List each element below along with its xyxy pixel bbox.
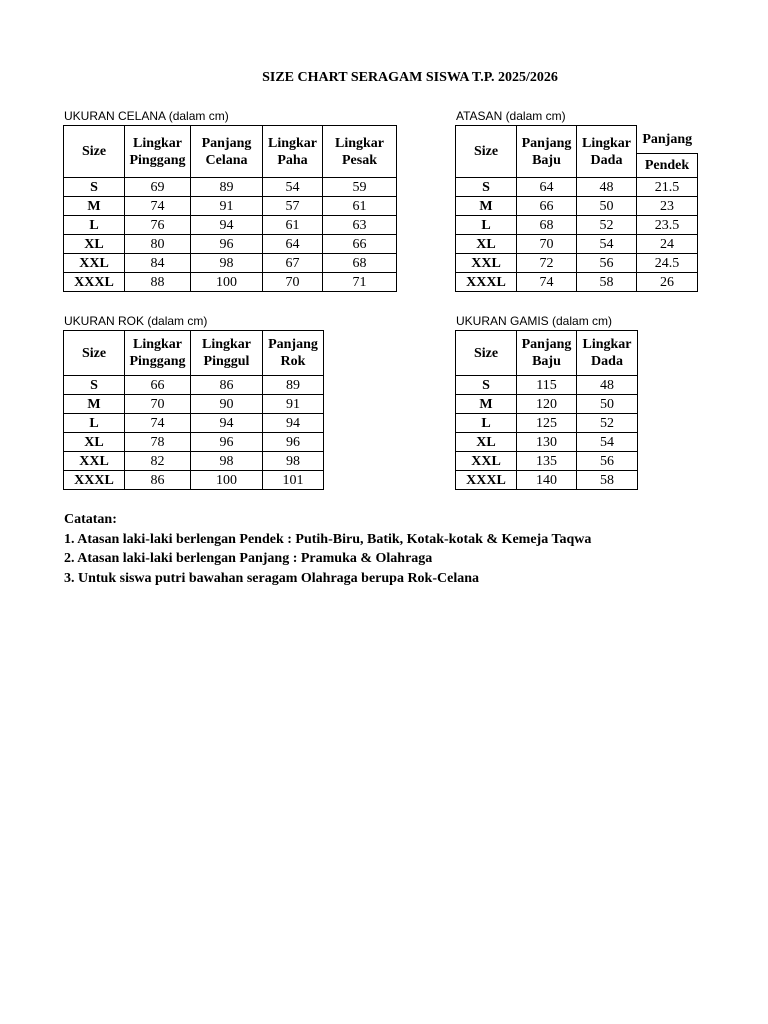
table-cell: 21.5	[637, 178, 698, 197]
column-header: Lingkar Dada	[577, 331, 638, 376]
table-cell: 94	[191, 414, 263, 433]
column-header: Panjang	[637, 126, 698, 154]
size-cell: XXL	[456, 452, 517, 471]
table-cell: 66	[517, 197, 577, 216]
size-cell: M	[456, 395, 517, 414]
column-header: Lingkar Pesak	[323, 126, 397, 178]
table-cell: 100	[191, 273, 263, 292]
table-row	[64, 471, 324, 490]
table-row	[456, 452, 638, 471]
table-cell: 61	[323, 197, 397, 216]
table-cell: 66	[125, 376, 191, 395]
size-cell: XXXL	[64, 471, 125, 490]
table-cell: 89	[191, 178, 263, 197]
table-cell: 71	[323, 273, 397, 292]
table-cell: 63	[323, 216, 397, 235]
size-cell: XXXL	[456, 471, 517, 490]
size-cell: L	[64, 216, 125, 235]
size-cell: XL	[456, 433, 517, 452]
table-cell: 26	[637, 273, 698, 292]
column-header: Lingkar Pinggul	[191, 331, 263, 376]
table-cell: 120	[517, 395, 577, 414]
table-cell: 23	[637, 197, 698, 216]
table-header-row	[64, 126, 397, 178]
column-header: Panjang Rok	[263, 331, 324, 376]
table-row	[64, 197, 397, 216]
table-header-row	[456, 331, 638, 376]
rok-table	[63, 330, 324, 490]
table-cell: 70	[125, 395, 191, 414]
table-cell: 74	[125, 414, 191, 433]
table-cell: 98	[263, 452, 324, 471]
table-cell: 61	[263, 216, 323, 235]
table-row	[64, 216, 397, 235]
table-row	[456, 254, 698, 273]
table-header-row	[456, 126, 698, 154]
table-cell: 100	[191, 471, 263, 490]
column-header: Lingkar Paha	[263, 126, 323, 178]
table-row	[456, 197, 698, 216]
table-cell: 80	[125, 235, 191, 254]
size-cell: M	[64, 395, 125, 414]
table-cell: 64	[263, 235, 323, 254]
table-cell: 52	[577, 414, 638, 433]
table-row	[456, 414, 638, 433]
table-cell: 56	[577, 452, 638, 471]
table-cell: 84	[125, 254, 191, 273]
table-cell: 88	[125, 273, 191, 292]
table-row	[456, 235, 698, 254]
size-cell: L	[456, 414, 517, 433]
column-header: Size	[456, 331, 517, 376]
notes-heading: Catatan:	[64, 512, 117, 527]
table-cell: 68	[517, 216, 577, 235]
table-row	[456, 376, 638, 395]
size-cell: XXL	[456, 254, 517, 273]
column-header: Lingkar Pinggang	[125, 126, 191, 178]
size-cell: XXL	[64, 452, 125, 471]
table-cell: 64	[517, 178, 577, 197]
table-cell: 89	[263, 376, 324, 395]
table-cell: 91	[191, 197, 263, 216]
table-row	[456, 433, 638, 452]
table-cell: 67	[263, 254, 323, 273]
column-header: Lingkar Dada	[577, 126, 637, 178]
table-row	[64, 452, 324, 471]
table-cell: 86	[191, 376, 263, 395]
atasan-caption: ATASAN (dalam cm)	[456, 109, 566, 123]
table-cell: 58	[577, 273, 637, 292]
table-cell: 140	[517, 471, 577, 490]
table-cell: 56	[577, 254, 637, 273]
column-header: Size	[64, 331, 125, 376]
table-cell: 91	[263, 395, 324, 414]
size-cell: XL	[64, 433, 125, 452]
table-cell: 98	[191, 452, 263, 471]
size-cell: XL	[456, 235, 517, 254]
table-cell: 69	[125, 178, 191, 197]
table-row	[456, 273, 698, 292]
table-cell: 24.5	[637, 254, 698, 273]
page-title: SIZE CHART SERAGAM SISWA T.P. 2025/2026	[262, 70, 558, 85]
note-item: 2. Atasan laki-laki berlengan Panjang : Pramuka & Olahraga	[64, 551, 433, 566]
table-cell: 48	[577, 376, 638, 395]
table-cell: 70	[517, 235, 577, 254]
table-row	[64, 376, 324, 395]
celana-table	[63, 125, 397, 292]
table-cell: 59	[323, 178, 397, 197]
table-cell: 68	[323, 254, 397, 273]
table-cell: 24	[637, 235, 698, 254]
size-cell: XXXL	[64, 273, 125, 292]
table-cell: 96	[263, 433, 324, 452]
table-row	[456, 178, 698, 197]
gamis-caption: UKURAN GAMIS (dalam cm)	[456, 314, 613, 328]
atasan-table	[455, 125, 698, 292]
table-cell: 52	[577, 216, 637, 235]
table-cell: 130	[517, 433, 577, 452]
note-item: 1. Atasan laki-laki berlengan Pendek : Putih-Biru, Batik, Kotak-kotak & Kemeja Taqwa	[64, 531, 592, 547]
size-cell: XXXL	[456, 273, 517, 292]
column-subheader: Pendek	[637, 153, 698, 177]
table-row	[456, 216, 698, 235]
column-header: Panjang Baju	[517, 331, 577, 376]
table-cell: 23.5	[637, 216, 698, 235]
table-cell: 96	[191, 235, 263, 254]
table-cell: 54	[577, 433, 638, 452]
size-cell: S	[64, 178, 125, 197]
table-row	[64, 178, 397, 197]
table-cell: 50	[577, 197, 637, 216]
table-cell: 70	[263, 273, 323, 292]
table-cell: 125	[517, 414, 577, 433]
table-cell: 57	[263, 197, 323, 216]
celana-caption: UKURAN CELANA (dalam cm)	[64, 109, 229, 123]
table-cell: 78	[125, 433, 191, 452]
table-cell: 94	[263, 414, 324, 433]
gamis-table	[455, 330, 638, 490]
table-cell: 50	[577, 395, 638, 414]
column-header: Lingkar Pinggang	[125, 331, 191, 376]
table-row	[64, 395, 324, 414]
size-cell: XL	[64, 235, 125, 254]
table-cell: 98	[191, 254, 263, 273]
size-cell: S	[64, 376, 125, 395]
table-header-row	[64, 331, 324, 376]
table-row	[64, 235, 397, 254]
table-cell: 58	[577, 471, 638, 490]
size-cell: M	[456, 197, 517, 216]
table-cell: 74	[517, 273, 577, 292]
table-cell: 86	[125, 471, 191, 490]
size-cell: S	[456, 376, 517, 395]
size-cell: S	[456, 178, 517, 197]
table-cell: 76	[125, 216, 191, 235]
table-row	[456, 471, 638, 490]
table-cell: 54	[263, 178, 323, 197]
table-row	[64, 254, 397, 273]
table-row	[456, 395, 638, 414]
table-cell: 115	[517, 376, 577, 395]
column-header: Panjang Baju	[517, 126, 577, 178]
note-item: 3. Untuk siswa putri bawahan seragam Olahraga berupa Rok-Celana	[64, 570, 479, 586]
table-cell: 101	[263, 471, 324, 490]
notes-section	[64, 510, 591, 588]
table-cell: 90	[191, 395, 263, 414]
column-header: Panjang Celana	[191, 126, 263, 178]
table-cell: 66	[323, 235, 397, 254]
table-row	[64, 433, 324, 452]
size-cell: L	[456, 216, 517, 235]
size-cell: L	[64, 414, 125, 433]
column-header: Size	[64, 126, 125, 178]
table-cell: 82	[125, 452, 191, 471]
table-cell: 48	[577, 178, 637, 197]
table-row	[64, 273, 397, 292]
table-cell: 72	[517, 254, 577, 273]
table-row	[64, 414, 324, 433]
table-cell: 94	[191, 216, 263, 235]
table-cell: 135	[517, 452, 577, 471]
column-header: Size	[456, 126, 517, 178]
size-cell: XXL	[64, 254, 125, 273]
table-cell: 74	[125, 197, 191, 216]
table-cell: 96	[191, 433, 263, 452]
table-cell: 54	[577, 235, 637, 254]
rok-caption: UKURAN ROK (dalam cm)	[64, 314, 208, 328]
size-cell: M	[64, 197, 125, 216]
